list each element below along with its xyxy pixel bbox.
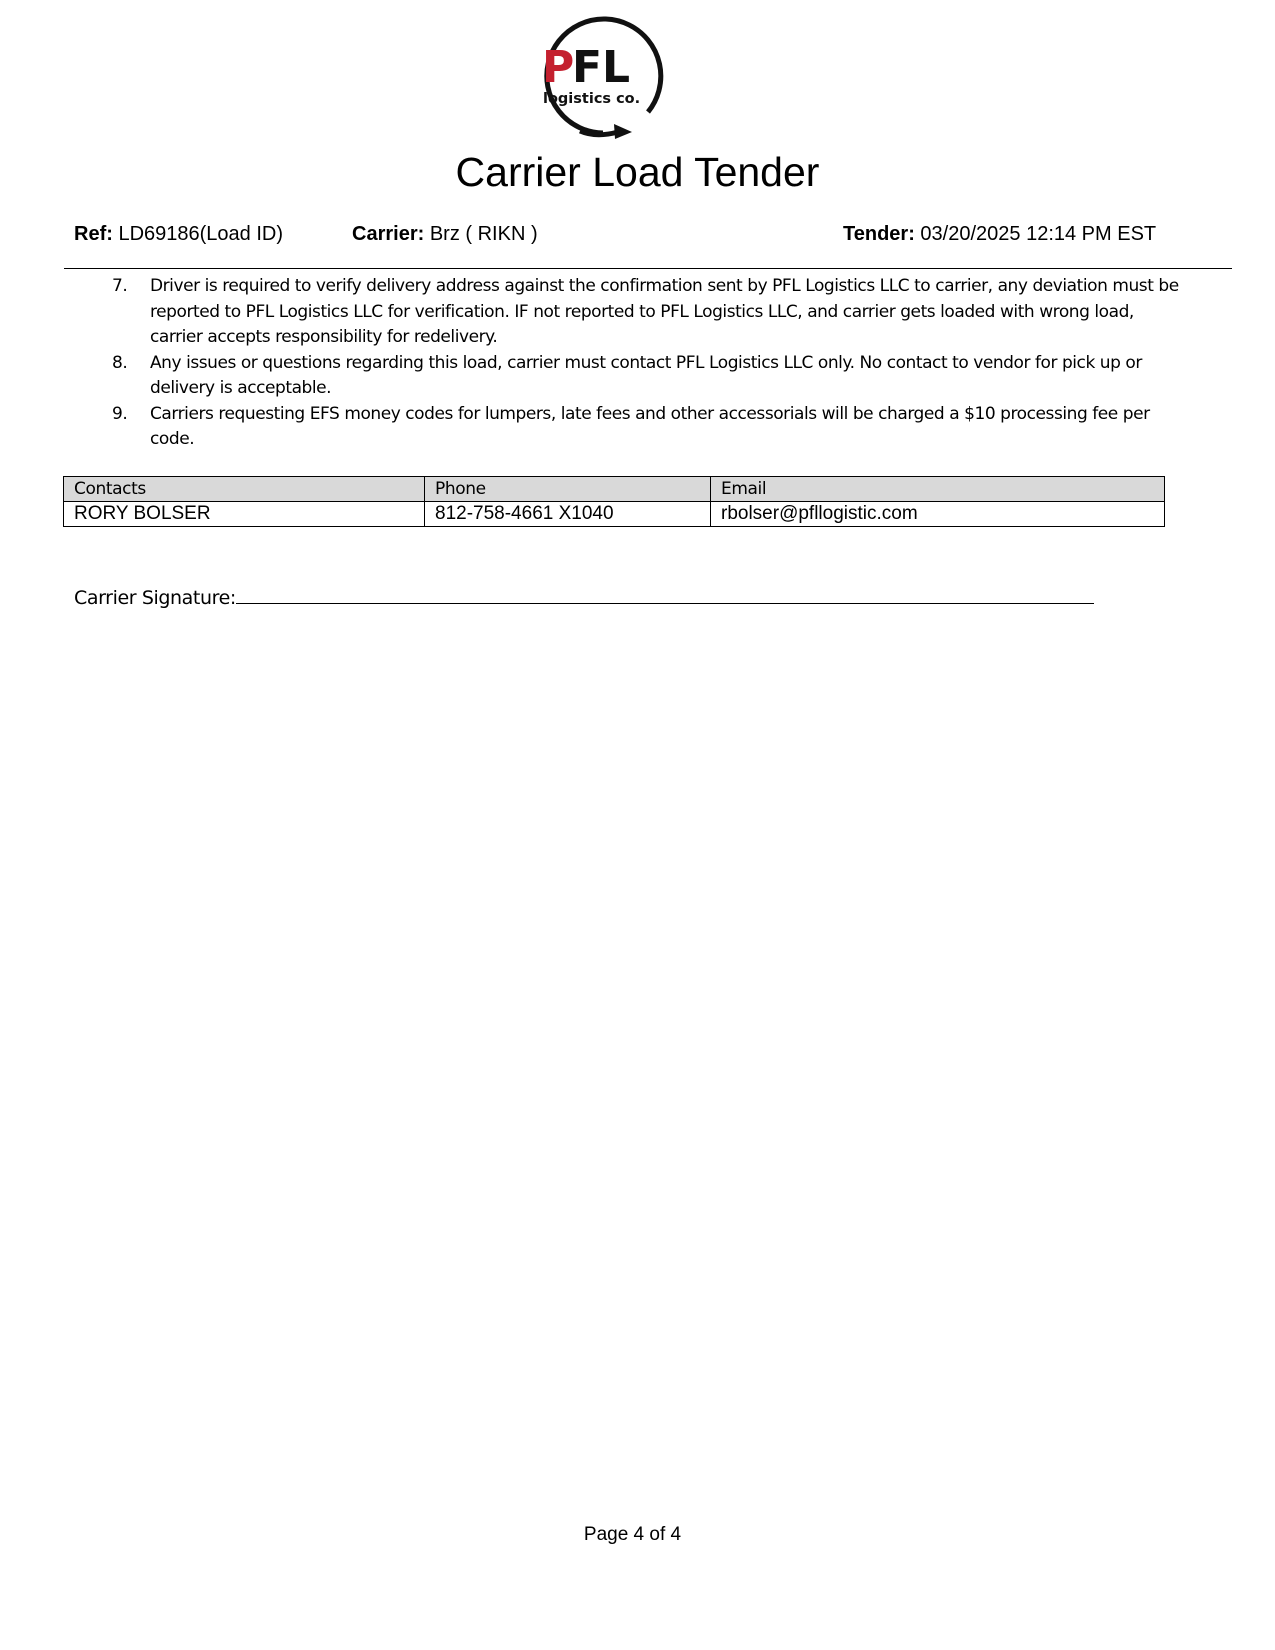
term-item bbox=[64, 351, 1184, 402]
svg-text:FL: FL bbox=[572, 42, 631, 93]
table-header-row bbox=[64, 477, 1165, 502]
carrier-label: Carrier: bbox=[352, 223, 425, 245]
column-header-contacts: Contacts bbox=[64, 477, 425, 502]
term-number: 8. bbox=[112, 352, 128, 373]
term-text: Any issues or questions regarding this load, carrier must contact PFL Logistics LLC only. No contact to vendor for pick up or delivery is acceptable. bbox=[150, 352, 1142, 398]
carrier-value: Brz ( RIKN ) bbox=[429, 223, 538, 245]
term-item bbox=[64, 402, 1184, 453]
column-header-phone: Phone bbox=[425, 477, 711, 502]
term-item bbox=[64, 274, 1184, 351]
contact-name: RORY BOLSER bbox=[64, 502, 425, 527]
terms-list bbox=[64, 274, 1184, 453]
table-row bbox=[64, 502, 1165, 527]
page-number: Page 4 of 4 bbox=[583, 1524, 682, 1545]
contact-phone: 812-758-4661 X1040 bbox=[425, 502, 711, 527]
contact-email: rbolser@pfllogistic.com bbox=[711, 502, 1165, 527]
term-text: Carriers requesting EFS money codes for lumpers, late fees and other accessorials will be charged a $10 processing fee per code. bbox=[150, 403, 1150, 449]
term-number: 7. bbox=[112, 276, 128, 296]
tender-value: 03/20/2025 12:14 PM EST bbox=[920, 223, 1157, 245]
term-text: Driver is required to verify delivery address against the confirmation sent by PFL Logistics LLC to carrier, any deviation must be reported to PFL Logistics LLC for verification. IF not reported to PFL Logistics LLC, and carrier gets loaded with wrong load, carrier accepts responsibility for redelivery. bbox=[150, 276, 1179, 347]
tender-field bbox=[843, 222, 1156, 246]
contacts-table bbox=[63, 476, 1165, 527]
term-number: 9. bbox=[112, 403, 128, 424]
svg-text:logistics co.: logistics co. bbox=[543, 91, 641, 107]
pfl-logo bbox=[530, 12, 675, 147]
ref-label: Ref: bbox=[74, 223, 113, 245]
tender-label: Tender: bbox=[843, 223, 915, 245]
carrier-signature bbox=[74, 585, 1094, 609]
ref-field bbox=[74, 222, 283, 246]
signature-line[interactable] bbox=[236, 585, 1094, 604]
page-title: Carrier Load Tender bbox=[455, 149, 820, 195]
svg-text:P: P bbox=[542, 42, 575, 93]
column-header-email: Email bbox=[711, 477, 1165, 502]
signature-label: Carrier Signature: bbox=[74, 587, 236, 609]
header-divider bbox=[64, 268, 1232, 269]
carrier-field bbox=[352, 222, 538, 246]
ref-value: LD69186(Load ID) bbox=[118, 223, 284, 245]
